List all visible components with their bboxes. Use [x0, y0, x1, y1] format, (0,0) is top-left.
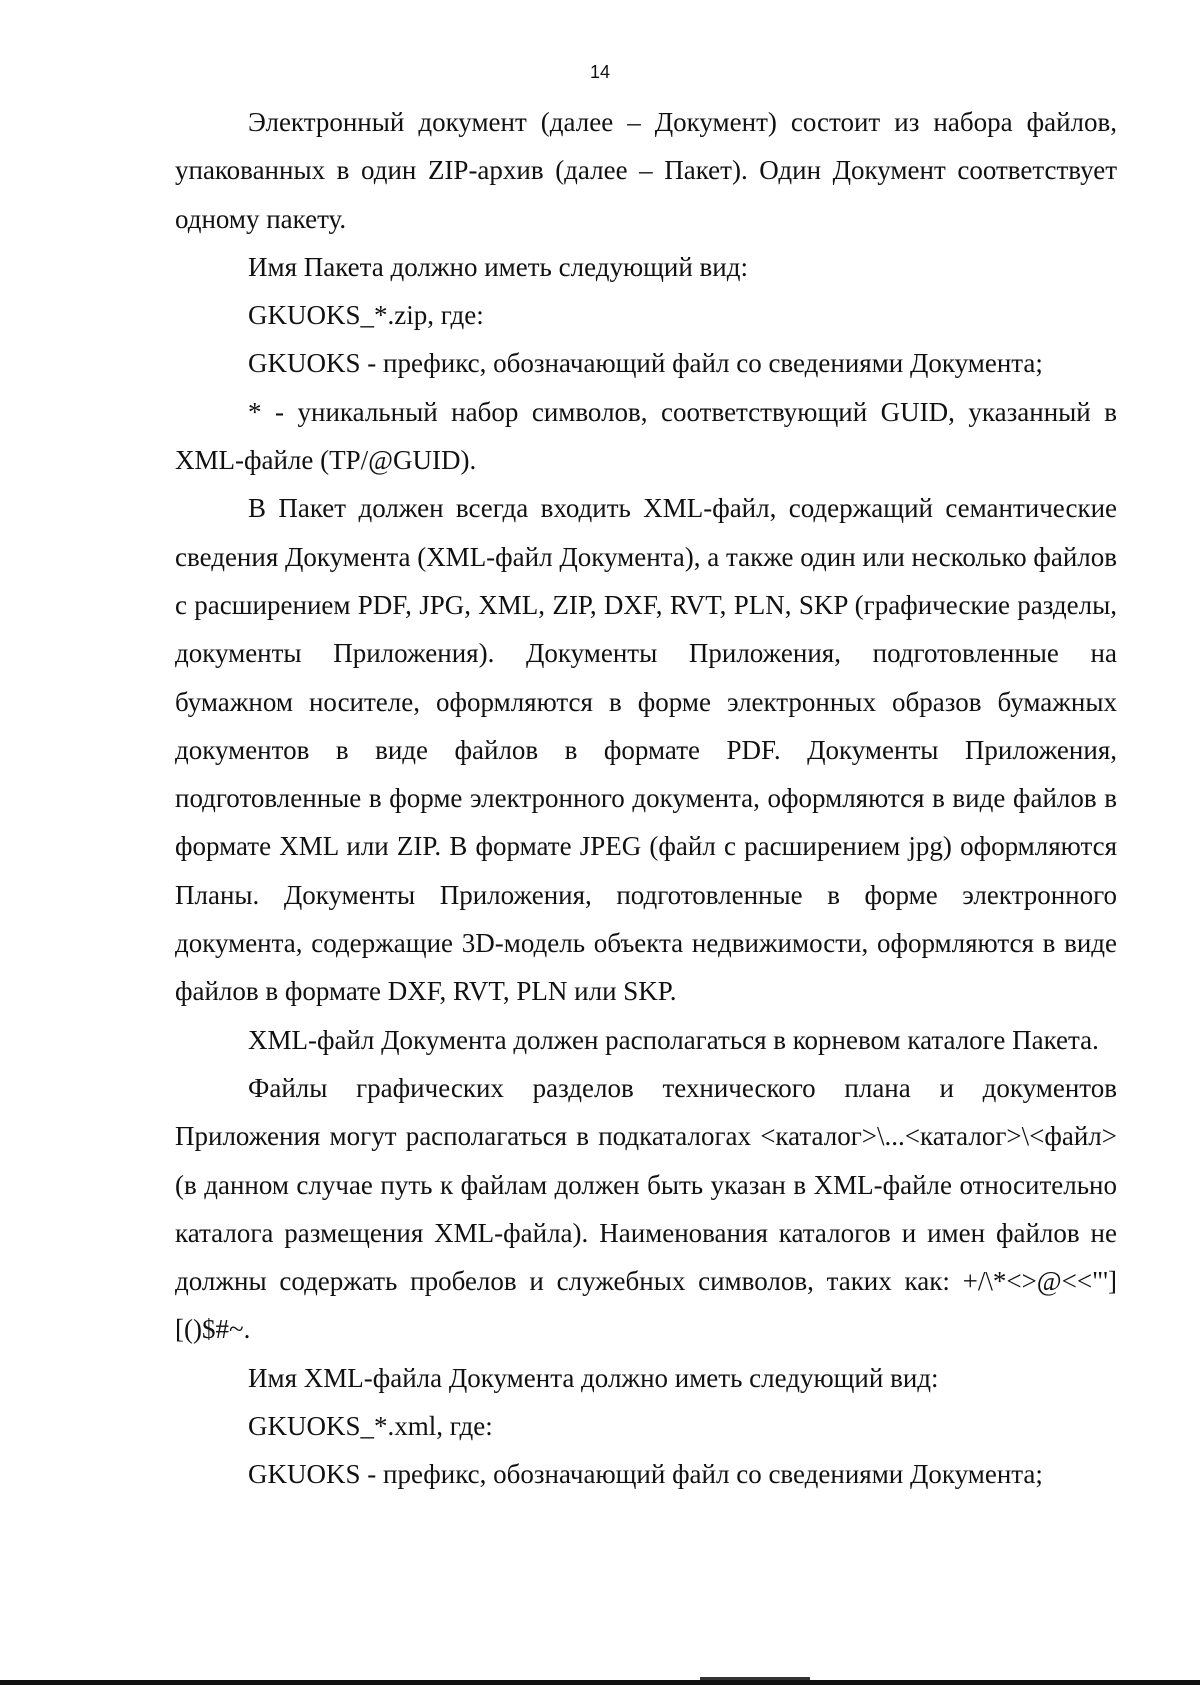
document-body — [175, 98, 1117, 1499]
paragraph-xml-name-pattern: GKUOKS_*.xml, где: — [248, 1411, 493, 1442]
paragraph-package-name-pattern: GKUOKS_*.zip, где: — [248, 300, 484, 331]
paragraph-package-prefix: GKUOKS - префикс, обозначающий файл со сведениями Документа; — [248, 348, 1043, 379]
page-number: 14 — [589, 62, 611, 82]
paragraph-document-definition: Электронный документ (далее – Документ) состоит из набора файлов, упакованных в один ZIP-архив (далее – Пакет). Один Документ соответствует одному пакету. — [175, 107, 1117, 234]
paragraph-xml-prefix: GKUOKS - префикс, обозначающий файл со сведениями Документа; — [248, 1459, 1043, 1490]
paragraph-package-guid: * - уникальный набор символов, соответствующий GUID, указанный в XML-файле (TP/@GUID). — [175, 396, 1117, 476]
paragraph-subdirectories: Файлы графических разделов технического плана и документов Приложения могут располагаться в подкаталогах <каталог>\...<каталог>\<файл> (в данном случае путь к файлам должен быть указан в XML-файле относительно каталога размещения XML-файла). Наименования каталогов и имен файлов не должны содержать пробелов и служебных символов, таких как: +/\*<>@<<"'][()$#~. — [175, 1072, 1117, 1345]
paragraph-xml-name-intro: Имя XML-файла Документа должно иметь следующий вид: — [248, 1362, 939, 1393]
scan-bottom-edge — [0, 1680, 1200, 1685]
paragraph-xml-location: XML-файл Документа должен располагаться в корневом каталоге Пакета. — [248, 1024, 1099, 1055]
paragraph-package-contents: В Пакет должен всегда входить XML-файл, содержащий семантические сведения Документа (XML-файл Документа), а также один или несколько файлов с расширением PDF, JPG, XML, ZIP, DXF, RVT, PLN, SKP (графические разделы, документы Приложения). Документы Приложения, подготовленные на бумажном носителе, оформляются в форме электронных образов бумажных документов в виде файлов в формате PDF. Документы Приложения, подготовленные в форме электронного документа, оформляются в виде файлов в формате XML или ZIP. В формате JPEG (файл с расширением jpg) оформляются Планы. Документы Приложения, подготовленные в форме электронного документа, содержащие 3D-модель объекта недвижимости, оформляются в виде файлов в формате DXF, RVT, PLN или SKP. — [175, 493, 1117, 1007]
paragraph-package-name-intro: Имя Пакета должно иметь следующий вид: — [248, 251, 748, 282]
